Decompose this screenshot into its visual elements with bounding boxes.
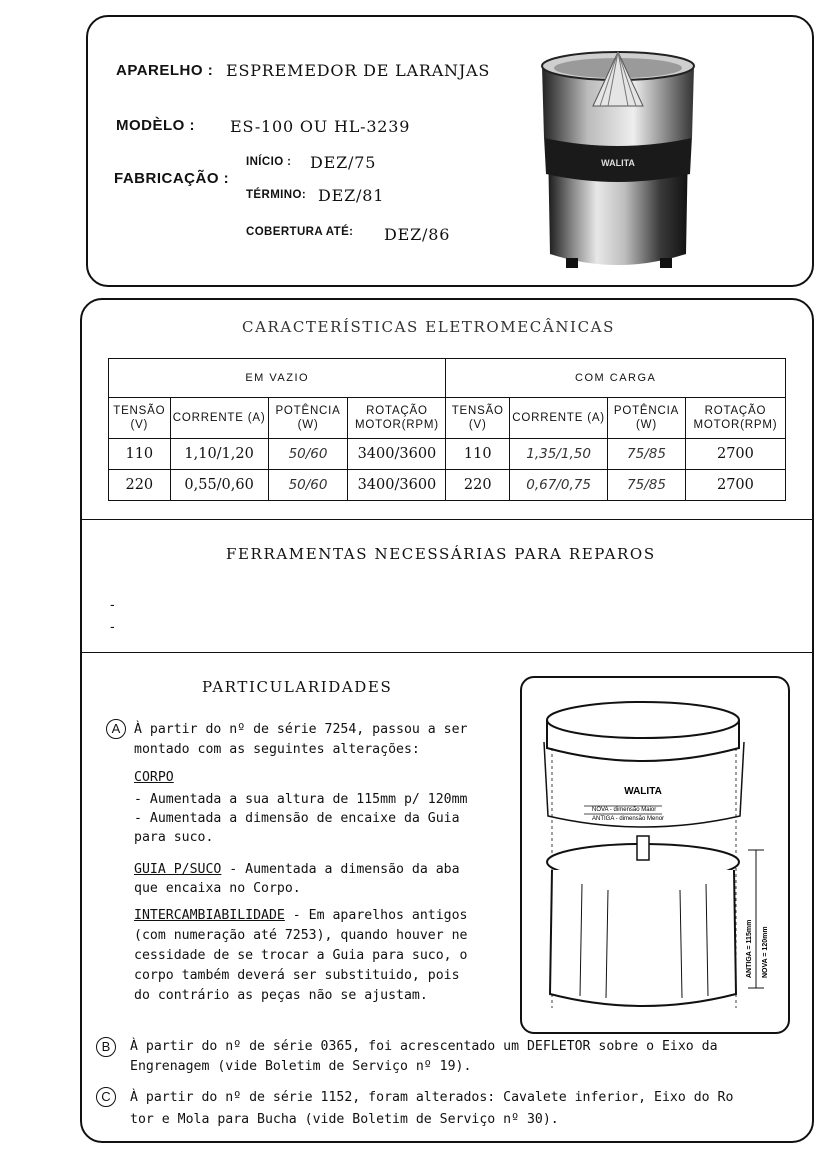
divider-line (82, 652, 812, 653)
inter-line: do contrário as peças não se ajustam. (134, 988, 428, 1003)
juicer-brand: WALITA (601, 158, 635, 168)
inter-line: (com numeração até 7253), quando houver ne (134, 928, 468, 943)
cobertura-value: DEZ/86 (384, 225, 451, 244)
guia-line (134, 860, 460, 881)
corpo-line: - Aumentada a sua altura de 115mm p/ 120mm (134, 792, 468, 807)
item-c-line: tor e Mola para Bucha (vide Boletim de Serviço nº 30). (130, 1112, 559, 1127)
table-cell: 75/85 (608, 470, 686, 501)
corpo-line: - Aumentada a dimensão de encaixe da Guia (134, 811, 460, 826)
tools-title: FERRAMENTAS NECESSÁRIAS PARA REPAROS (226, 545, 656, 563)
item-b-line: À partir do nº de série 0365, foi acrescentado um DEFLETOR sobre o Eixo da (130, 1039, 718, 1054)
col-header: TENSÃO (V) (109, 398, 171, 439)
aparelho-label: APARELHO : (116, 62, 214, 79)
item-b-marker: B (96, 1036, 116, 1057)
table-cell: 110 (109, 439, 171, 470)
table-cell: 0,55/0,60 (170, 470, 268, 501)
modelo-label: MODÈLO : (116, 117, 195, 134)
col-header: POTÊNCIA (W) (608, 398, 686, 439)
guia-line: que encaixa no Corpo. (134, 881, 301, 896)
col-header: TENSÃO (V) (446, 398, 510, 439)
table-cell: 50/60 (268, 470, 348, 501)
cobertura-label: COBERTURA ATÉ: (246, 226, 354, 238)
inter-line: cessidade de se trocar a Guia para suco, o (134, 948, 468, 963)
header-box (86, 15, 814, 287)
table-cell: 3400/3600 (348, 439, 446, 470)
col-header: ROTAÇÃO MOTOR(RPM) (685, 398, 785, 439)
table-cell: 1,10/1,20 (170, 439, 268, 470)
juicer-diagram (522, 678, 788, 1032)
termino-value: DEZ/81 (318, 186, 385, 205)
corpo-heading: CORPO (134, 770, 174, 785)
modelo-value: ES-100 OU HL-3239 (230, 117, 411, 136)
tools-item: - (110, 596, 115, 612)
item-a-line: montado com as seguintes alterações: (134, 742, 420, 757)
table-row (109, 470, 786, 501)
group-load: COM CARGA (446, 359, 786, 398)
table-cell: 2700 (685, 439, 785, 470)
termino-label: TÉRMINO: (246, 189, 307, 201)
table-cell: 220 (446, 470, 510, 501)
figure-dim-antiga: ANTIGA = 115mm (746, 919, 753, 978)
guia-heading: GUIA P/SUCO (134, 862, 222, 877)
col-header: CORRENTE (A) (170, 398, 268, 439)
table-cell: 110 (446, 439, 510, 470)
inter-heading: INTERCAMBIABILIDADE (134, 908, 285, 923)
fabricacao-label: FABRICAÇÃO : (114, 170, 230, 187)
corpo-line: para suco. (134, 830, 214, 845)
figure-label-antiga: ANTIGA - dimensão Menor (592, 816, 665, 822)
inter-text: - Em aparelhos antigos (284, 908, 468, 923)
item-c-marker: C (96, 1086, 116, 1107)
item-a-line: À partir do nº de série 7254, passou a ser (134, 722, 468, 737)
col-header: ROTAÇÃO MOTOR(RPM) (348, 398, 446, 439)
table-cell: 50/60 (268, 439, 348, 470)
figure-brand: WALITA (624, 786, 662, 797)
table-cell: 1,35/1,50 (510, 439, 608, 470)
guia-text: - Aumentada a dimensão da aba (221, 862, 460, 877)
inicio-value: DEZ/75 (310, 153, 377, 172)
table-cell: 2700 (685, 470, 785, 501)
inter-line (134, 906, 467, 927)
juicer-photo (538, 44, 698, 276)
inter-line: corpo também deverá ser substituido, pois (134, 968, 460, 983)
characteristics-table (108, 358, 786, 501)
col-header: POTÊNCIA (W) (268, 398, 348, 439)
group-empty: EM VAZIO (109, 359, 446, 398)
aparelho-value: ESPREMEDOR DE LARANJAS (226, 61, 491, 80)
table-cell: 3400/3600 (348, 470, 446, 501)
item-c-line: À partir do nº de série 1152, foram alterados: Cavalete inferior, Eixo do Ro (130, 1090, 734, 1105)
characteristics-title: CARACTERÍSTICAS ELETROMECÂNICAS (242, 318, 615, 336)
table-row (109, 439, 786, 470)
col-header: CORRENTE (A) (510, 398, 608, 439)
inicio-label: INÍCIO : (246, 156, 292, 168)
table-cell: 0,67/0,75 (510, 470, 608, 501)
figure-label-nova: NOVA - dimensão Maior (592, 807, 657, 813)
item-b-line: Engrenagem (vide Boletim de Serviço nº 19). (130, 1059, 472, 1074)
figure-dim-nova: NOVA = 120mm (762, 926, 769, 978)
table-cell: 220 (109, 470, 171, 501)
tools-item: - (110, 618, 115, 634)
table-cell: 75/85 (608, 439, 686, 470)
divider-line (82, 519, 812, 520)
item-a-marker: A (106, 718, 126, 739)
particularidades-title: PARTICULARIDADES (202, 678, 393, 696)
